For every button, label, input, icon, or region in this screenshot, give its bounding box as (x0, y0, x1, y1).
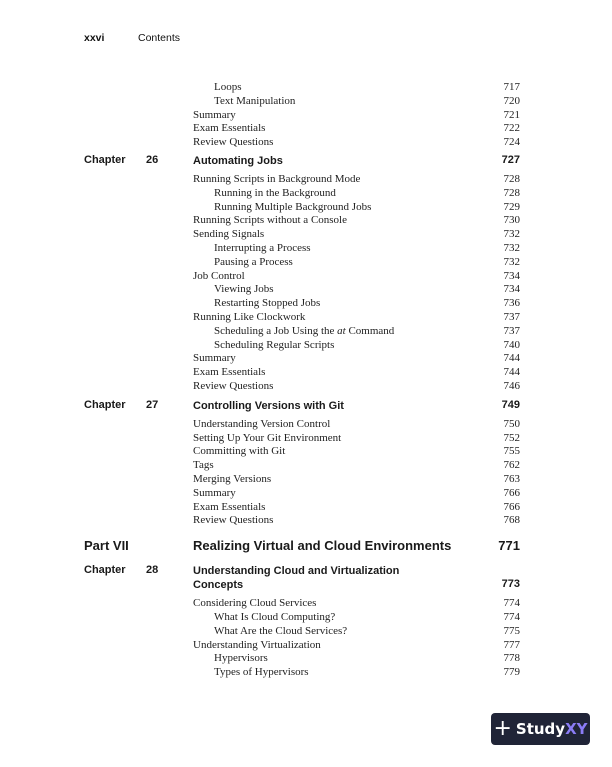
toc-entry[interactable]: Considering Cloud Services 774 (193, 597, 520, 610)
chapter-title: Controlling Versions with Git (193, 399, 344, 412)
toc-entry[interactable]: Pausing a Process 732 (214, 255, 520, 268)
toc-entry[interactable]: Merging Versions 763 (193, 472, 520, 485)
part-title: Realizing Virtual and Cloud Environments (193, 538, 452, 554)
toc-entry[interactable]: Summary 721 (193, 108, 520, 121)
command-name: at (337, 324, 346, 337)
toc-entry[interactable]: What Are the Cloud Services? 775 (214, 624, 520, 637)
toc-entry[interactable]: Text Manipulation 720 (214, 94, 520, 107)
toc-entry[interactable]: Running Multiple Background Jobs 729 (214, 200, 520, 213)
toc-entry[interactable]: Exam Essentials 722 (193, 122, 520, 135)
toc-entry[interactable]: Running Scripts without a Console 730 (193, 214, 520, 227)
toc-entry[interactable]: Tags 762 (193, 459, 520, 472)
chapter-page: 773 (501, 578, 520, 591)
toc-entry[interactable]: Types of Hypervisors 779 (214, 666, 520, 679)
toc-entry[interactable]: Scheduling Regular Scripts 740 (214, 338, 520, 351)
toc-entry[interactable]: Summary 744 (193, 352, 520, 365)
toc-entry[interactable]: Sending Signals 732 (193, 228, 520, 241)
toc-entry[interactable]: Restarting Stopped Jobs 736 (214, 297, 520, 310)
table-of-contents (0, 81, 612, 680)
toc-entry[interactable]: Exam Essentials 766 (193, 500, 520, 513)
toc-entry[interactable]: Scheduling a Job Using the at Command 737 (214, 324, 520, 337)
toc-entry[interactable]: Job Control 734 (193, 269, 520, 282)
toc-entry[interactable]: Review Questions 724 (193, 136, 520, 149)
chapter-heading-27[interactable]: Chapter 27 Controlling Versions with Git 749 (84, 398, 520, 412)
toc-entry[interactable]: Summary 766 (193, 486, 520, 499)
studyxy-watermark[interactable] (491, 713, 590, 745)
toc-entry[interactable]: Exam Essentials 744 (193, 366, 520, 379)
toc-entry[interactable]: Interrupting a Process 732 (214, 241, 520, 254)
part-heading-7[interactable]: Part VII Realizing Virtual and Cloud Environments 771 (84, 538, 520, 554)
toc-entry[interactable]: Loops 717 (214, 81, 520, 93)
toc-entry[interactable]: Running in the Background 728 (214, 186, 520, 199)
toc-entry[interactable]: Running Scripts in Background Mode 728 (193, 172, 520, 185)
chapter-heading-26[interactable]: Chapter 26 Automating Jobs 727 (84, 153, 520, 167)
chapter-title: Understanding Cloud and Virtualization Concepts (193, 565, 400, 592)
toc-entry[interactable]: Viewing Jobs 734 (214, 283, 520, 296)
toc-entry[interactable]: What Is Cloud Computing? 774 (214, 610, 520, 623)
toc-entry[interactable]: Running Like Clockwork 737 (193, 310, 520, 323)
watermark-text: Study (515, 720, 566, 738)
chapter-page: 749 (501, 398, 520, 411)
watermark-accent-text: XY (565, 720, 588, 738)
chapter-page: 727 (501, 153, 520, 166)
part-page: 771 (498, 538, 520, 554)
chapter-title: Automating Jobs (193, 154, 283, 167)
toc-entry[interactable]: Review Questions 746 (193, 379, 520, 392)
running-head: Contents (138, 32, 181, 44)
chapter-heading-28[interactable]: Chapter 28 Understanding Cloud and Virtualization Concepts 773 (84, 564, 520, 592)
page-number: xxvi (84, 32, 105, 44)
plus-icon: + (493, 716, 512, 741)
toc-entry[interactable]: Setting Up Your Git Environment 752 (193, 431, 520, 444)
toc-entry[interactable]: Committing with Git 755 (193, 445, 520, 458)
page-header (84, 32, 180, 44)
toc-entry[interactable]: Understanding Virtualization 777 (193, 638, 520, 651)
toc-entry[interactable]: Understanding Version Control 750 (193, 417, 520, 430)
toc-entry[interactable]: Review Questions 768 (193, 514, 520, 527)
toc-entry[interactable]: Hypervisors 778 (214, 652, 520, 665)
